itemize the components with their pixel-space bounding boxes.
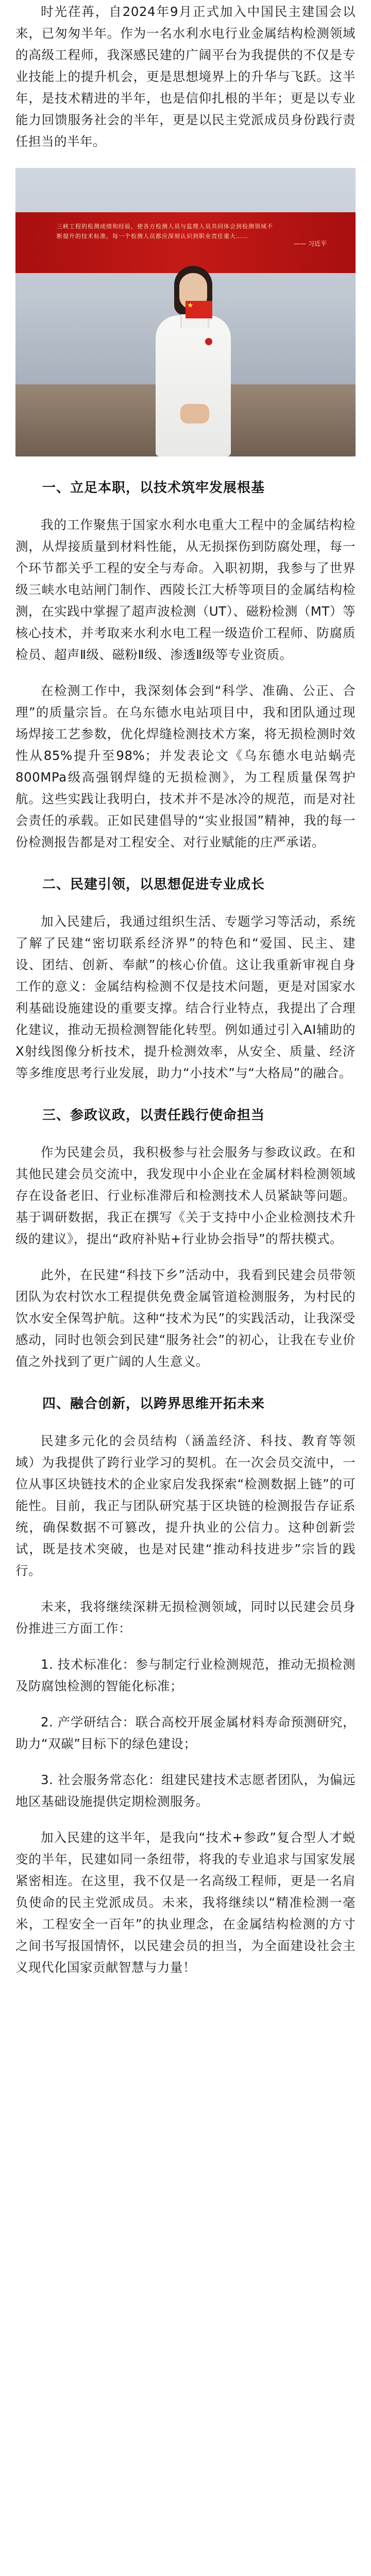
figure-shirt: [156, 315, 231, 456]
flag-icon: [185, 301, 212, 318]
banner-quote: 三峡工程的检测成绩和经验，使各方检测人员与监理人员共同体会到检测领域不断提升的技术标准，每一个检测人员都应深刻认识到职业责任重大……: [57, 223, 273, 240]
section-1-title: 一、立足本职，以技术筑牢发展根基: [42, 480, 265, 496]
closing-paragraph: 加入民建的这半年，是我向“技术+参政”复合型人才蜕变的半年，民建如同一条纽带，将我的专业追求与国家发展紧密相连。在这里，我不仅是一名高级工程师，更是一名肩负使命的民主党派成员。未来，我将继续以“精准检测一毫米，工程安全一百年”的执业理念，在金属结构检测的方寸之间书写报国情怀，以民建会员的担当，为全面建设社会主义现代化国家贡献智慧与力量！: [15, 1830, 356, 1975]
article: [0, 1, 371, 1978]
plan-item-1: 1. 技术标准化：参与制定行业检测规范，推动无损检测及防腐蚀检测的智能化标准；: [15, 1657, 356, 1693]
hero-photo: [15, 168, 356, 456]
section-4-title: 四、融合创新，以跨界思维开拓未来: [42, 1396, 265, 1412]
plan-item-2: 2. 产学研结合：联合高校开展金属材料寿命预测研究，助力“双碳”目标下的绿色建设；: [15, 1715, 356, 1751]
section-1-paragraph-2: 在检测工作中，我深刻体会到“科学、准确、公正、合理”的质量宗旨。在乌东德水电站项目中，我和团队通过现场焊接工艺参数，优化焊缝检测技术方案，将无损检测时效性从85%提升至98%；并发表论文《乌东德水电站蜗壳800MPa级高强钢焊缝的无损检测》，为工程质量保驾护航。这些实践让我明白，技术并不是冰冷的规范，而是对社会责任的承载。正如民建倡导的“实业报国”精神，我的每一份检测报告都是对工程安全、对行业赋能的庄严承诺。: [15, 683, 356, 850]
portrait-figure: [144, 266, 242, 456]
section-2-paragraph-1: 加入民建后，我通过组织生活、专题学习等活动，系统了解了民建“密切联系经济界”的特色和“爱国、民主、建设、团结、创新、奉献”的核心价值。这让我重新审视自身工作的意义：金属结构检测不仅是技术问题，更是对国家水利基础设施建设的重要支撑。结合行业特点，我提出了合理化建议，推动无损检测智能化转型。例如通过引入AI辅助的X射线图像分析技术，提升检测效率，从安全、质量、经济等多维度思考行业发展，助力“小技术”与“大格局”的融合。: [15, 914, 356, 1080]
banner-signature: —— 习近平: [294, 240, 327, 247]
section-4-paragraph-1: 民建多元化的会员结构（涵盖经济、科技、教育等领域）为我提供了跨行业学习的契机。在一次会员交流中，一位从事区块链技术的企业家启发我探索“检测数据上链”的可能性。目前，我正与团队研究基于区块链的检测报告存证系统，确保数据不可篡改，提升执业的公信力。这种创新尝试，既是技术突破，也是对民建“推动科技进步”宗旨的践行。: [15, 1433, 356, 1578]
section-1-paragraph-1: 我的工作聚焦于国家水利水电重大工程中的金属结构检测，从焊接质量到材料性能，从无损探伤到防腐处理，每一个环节都关乎工程的安全与寿命。入职初期，我参与了世界级三峡水电站闸门制作、西陵长江大桥等项目的金属结构检测，在实践中掌握了超声波检测（UT）、磁粉检测（MT）等核心技术，并考取来水利水电工程一级造价工程师、防腐质检员、超声Ⅱ级、磁粉Ⅱ级、渗透Ⅱ级等专业资质。: [15, 517, 356, 662]
plan-item-3: 3. 社会服务常态化：组建民建技术志愿者团队，为偏远地区基础设施提供定期检测服务。: [15, 1772, 356, 1809]
hero-banner: [15, 212, 356, 273]
flag-star-icon: ★: [187, 301, 194, 310]
intro-paragraph: 时光荏苒，自2024年9月正式加入中国民主建国会以来，已匆匆半年。作为一名水利水电行业金属结构检测领域的高级工程师，我深感民建的广阔平台为我提供的不仅是专业技能上的提升机会，更是思想境界上的升华与飞跃。这半年，是技术精进的半年，也是信仰扎根的半年；更是以专业能力回馈服务社会的半年，更是以民主党派成员身份践行责任担当的半年。: [15, 4, 356, 149]
party-badge-icon: [205, 338, 212, 345]
section-3-paragraph-2: 此外，在民建“科技下乡”活动中，我看到民建会员带领团队为农村饮水工程提供免费金属管道检测服务，为村民的饮水安全保驾护航。这种“技术为民”的实践活动，让我深受感动，同时也领会到民建“服务社会”的初心，让我在专业价值之外找到了更广阔的人生意义。: [15, 1267, 356, 1369]
section-2-title: 二、民建引领，以思想促进专业成长: [42, 877, 265, 892]
section-3-title: 三、参政议政，以责任践行使命担当: [42, 1108, 265, 1123]
figure-hands: [180, 404, 209, 423]
section-3-paragraph-1: 作为民建会员，我积极参与社会服务与参政议政。在和其他民建会员交流中，我发现中小企业在金属材料检测领域存在设备老旧、行业标准滞后和检测技术人员紧缺等问题。基于调研数据，我正在撰写《关于支持中小企业检测技术升级的建议》，提出“政府补贴+行业协会指导”的帮扶模式。: [15, 1145, 356, 1246]
section-4-paragraph-2: 未来，我将继续深耕无损检测领域，同时以民建会员身份推进三方面工作：: [15, 1599, 356, 1636]
